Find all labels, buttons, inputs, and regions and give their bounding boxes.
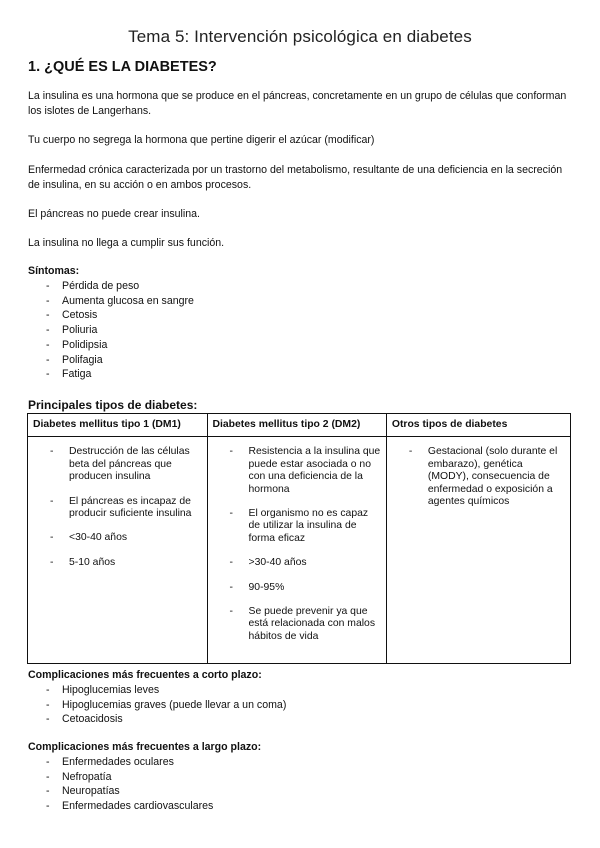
list-item: - Cetoacidosis <box>28 712 286 727</box>
list-item: - Neuropatías <box>28 784 213 799</box>
paragraph-insulin: La insulina es una hormona que se produce en el páncreas, concretamente en un grupo de células que conforman los islotes de Langerhans. <box>28 90 567 117</box>
short-term-list <box>28 683 286 727</box>
paragraph-pancreas: El páncreas no puede crear insulina. <box>28 208 200 220</box>
list-item: - Destrucción de las células beta del páncreas que producen insulina <box>32 446 203 483</box>
list-item: - >30-40 años <box>212 557 382 569</box>
types-heading: Principales tipos de diabetes: <box>28 398 198 412</box>
column-header-other: Otros tipos de diabetes <box>386 414 570 437</box>
list-item: - Hipoglucemias leves <box>28 683 286 698</box>
section-heading: 1. ¿QUÉ ES LA DIABETES? <box>28 59 217 75</box>
diabetes-types-table <box>27 413 571 664</box>
list-item: - Enfermedades oculares <box>28 755 213 770</box>
list-item: - Se puede prevenir ya que está relacionada con malos hábitos de vida <box>212 606 382 643</box>
long-term-heading: Complicaciones más frecuentes a largo plazo: <box>28 741 262 753</box>
list-item: - Polidipsia <box>28 338 194 353</box>
paragraph-function: La insulina no llega a cumplir sus función. <box>28 237 225 249</box>
column-header-dm1: Diabetes mellitus tipo 1 (DM1) <box>28 414 208 437</box>
list-item: - El organismo no es capaz de utilizar la insulina de forma eficaz <box>212 508 382 545</box>
list-item: - Nefropatía <box>28 770 213 785</box>
list-item: - Poliuria <box>28 323 194 338</box>
list-item: - 90-95% <box>212 582 382 594</box>
list-item: - <30-40 años <box>32 532 203 544</box>
list-item: - Polifagia <box>28 353 194 368</box>
paragraph-definition: Enfermedad crónica caracterizada por un trastorno del metabolismo, resultante de una deficiencia en la secreción de insulina, en su acción o en ambos procesos. <box>28 164 563 191</box>
list-item: - Hipoglucemias graves (puede llevar a un coma) <box>28 698 286 713</box>
cell-dm1 <box>28 437 208 664</box>
list-item: - Aumenta glucosa en sangre <box>28 294 194 309</box>
column-header-dm2: Diabetes mellitus tipo 2 (DM2) <box>207 414 386 437</box>
list-item: - 5-10 años <box>32 557 203 569</box>
symptoms-heading: Síntomas: <box>28 265 80 277</box>
list-item: - Pérdida de peso <box>28 279 194 294</box>
short-term-heading: Complicaciones más frecuentes a corto plazo: <box>28 669 262 681</box>
document-title: Tema 5: Intervención psicológica en diabetes <box>128 27 472 46</box>
paragraph-hormone: Tu cuerpo no segrega la hormona que pertine digerir el azúcar (modificar) <box>28 134 375 146</box>
list-item: - Cetosis <box>28 308 194 323</box>
list-item: - Resistencia a la insulina que puede estar asociada o no con una deficiencia de la hormona <box>212 446 382 496</box>
cell-other <box>386 437 570 664</box>
list-item: - El páncreas es incapaz de producir suficiente insulina <box>32 496 203 521</box>
list-item: - Enfermedades cardiovasculares <box>28 799 213 814</box>
long-term-list <box>28 755 213 814</box>
cell-dm2 <box>207 437 386 664</box>
list-item: - Fatiga <box>28 367 194 382</box>
list-item: - Gestacional (solo durante el embarazo), genética (MODY), consecuencia de enfermedad o exposición a agentes químicos <box>391 446 566 508</box>
symptoms-list <box>28 279 194 382</box>
